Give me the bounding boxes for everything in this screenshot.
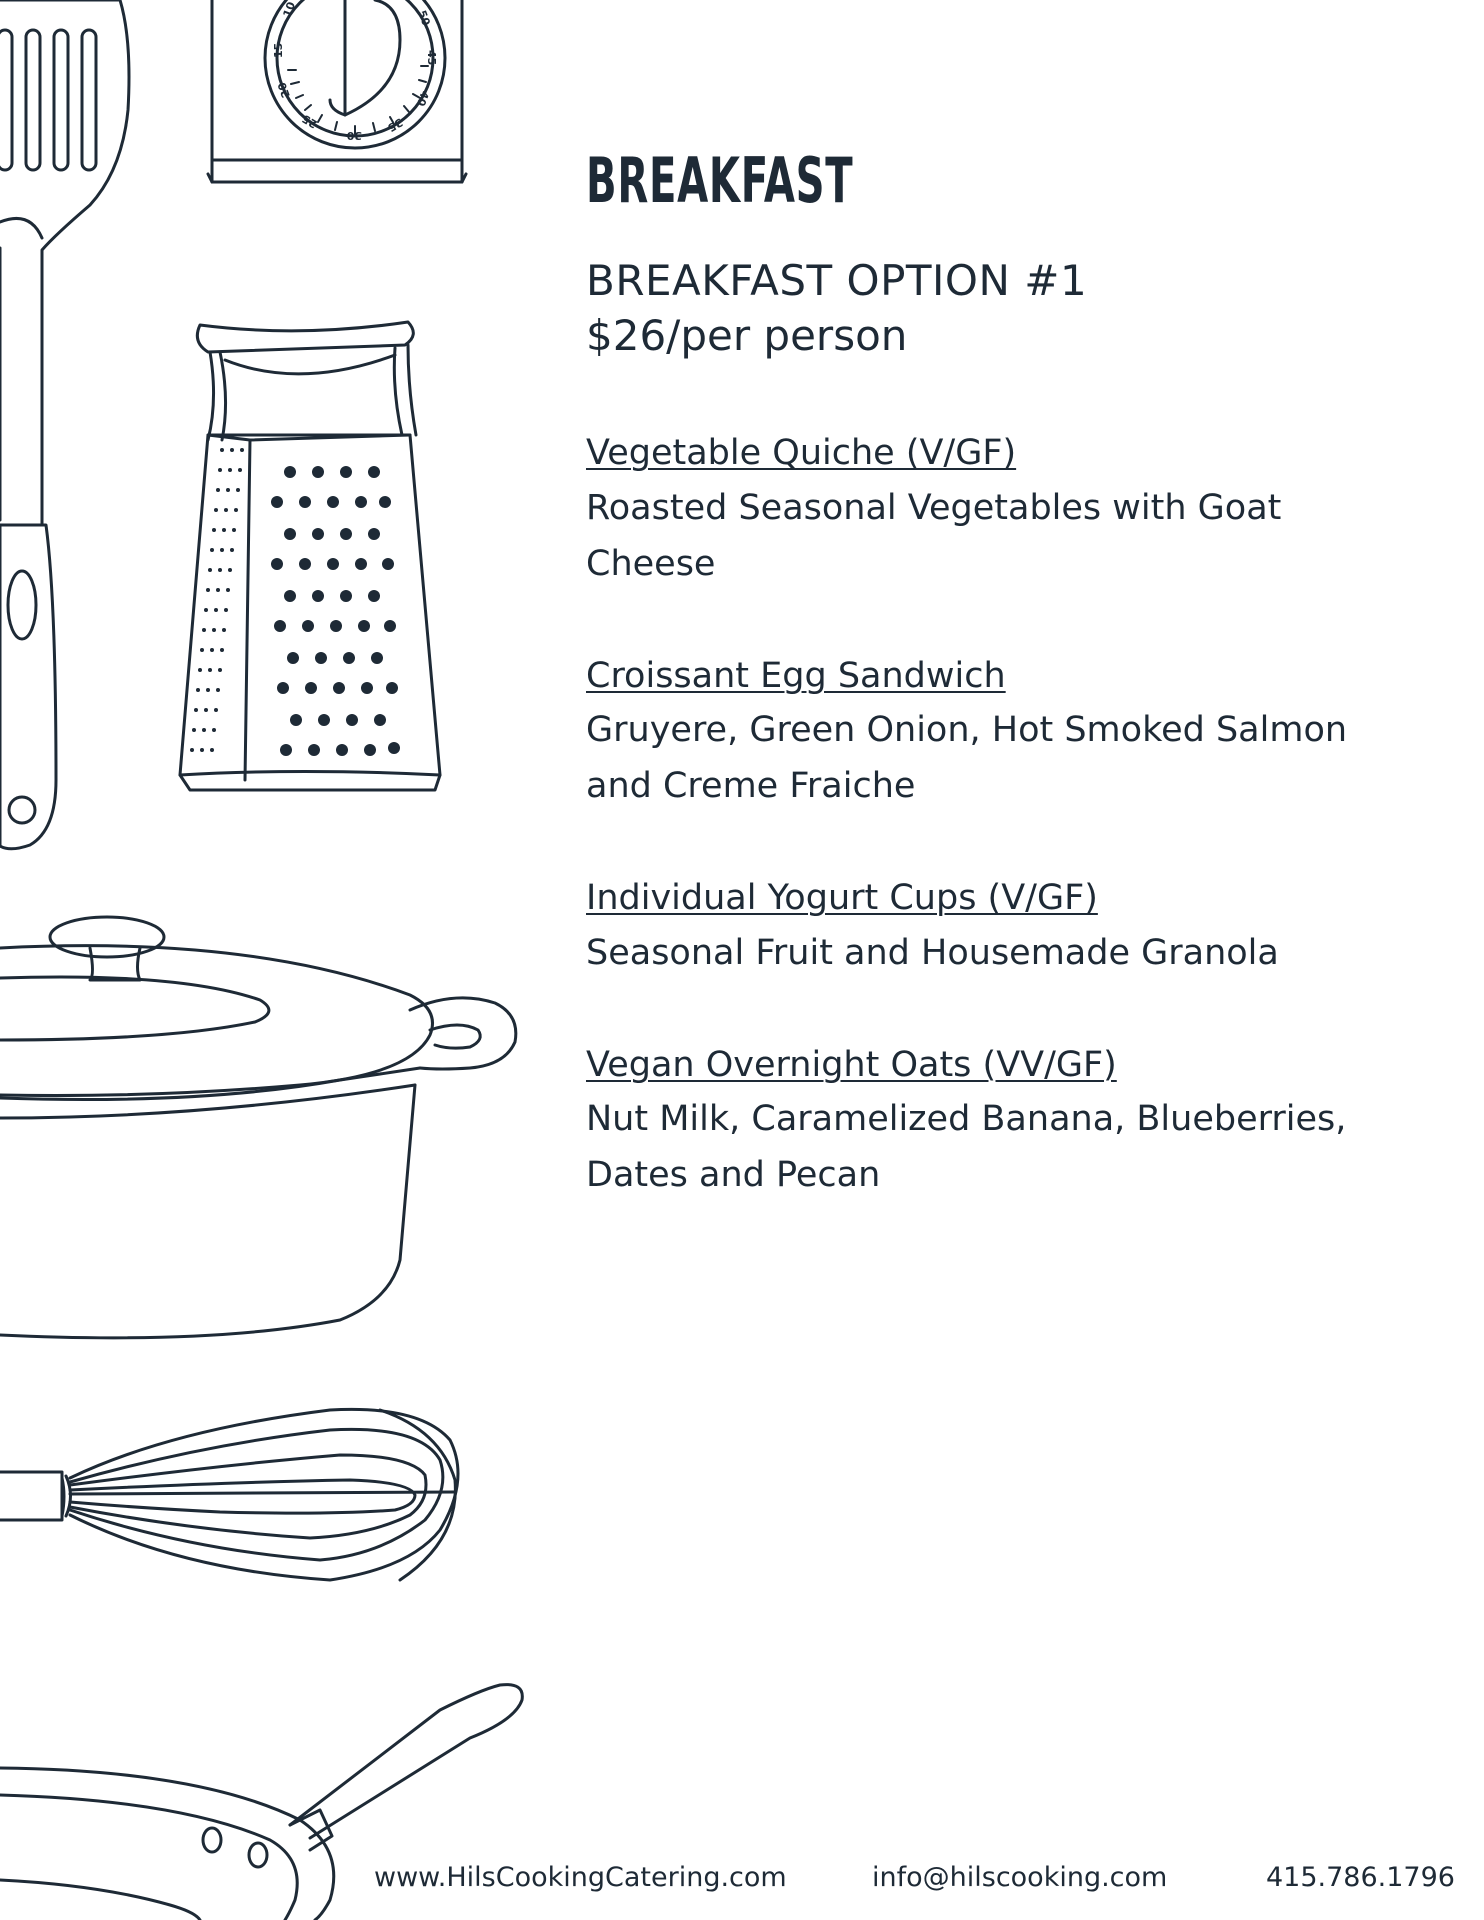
kitchen-timer-icon <box>208 0 466 182</box>
timer-number: 40 <box>413 88 432 108</box>
timer-number: 15 <box>272 42 285 58</box>
timer-number: 35 <box>385 115 405 135</box>
menu-item <box>586 1039 1386 1204</box>
grater-holes <box>271 466 400 756</box>
menu-item-name: Vegan Overnight Oats (VV/GF) <box>586 1044 1117 1085</box>
spatula-icon <box>0 0 129 849</box>
option-price: $26/per person <box>586 310 908 360</box>
timer-numbers <box>272 0 438 142</box>
whisk-icon <box>0 1409 458 1580</box>
timer-number: 45 <box>425 50 438 66</box>
menu-item-name: Individual Yogurt Cups (V/GF) <box>586 878 1098 919</box>
cheese-grater-icon <box>180 322 440 790</box>
footer-email-link[interactable]: info@hilscooking.com <box>872 1862 1168 1893</box>
timer-number: 25 <box>299 111 320 131</box>
timer-number: 30 <box>346 129 362 142</box>
timer-number: 10 <box>280 0 299 20</box>
dutch-oven-pot-icon <box>0 917 516 1338</box>
timer-number: 50 <box>415 8 433 28</box>
option-name: BREAKFAST OPTION #1 <box>586 256 1088 305</box>
menu-item-name: Vegetable Quiche (V/GF) <box>586 433 1017 474</box>
timer-number: 20 <box>275 80 293 100</box>
menu-item-description: Roasted Seasonal Vegetables with Goat Cheese <box>586 487 1282 584</box>
menu-item-description: Seasonal Fruit and Housemade Granola <box>586 932 1279 973</box>
section-title: BREAKFAST <box>586 144 854 217</box>
menu-item <box>586 872 1386 981</box>
footer-phone: 415.786.1796 <box>1266 1862 1455 1893</box>
menu-content <box>586 144 1386 1261</box>
menu-item-description: Nut Milk, Caramelized Banana, Blueberries, Dates and Pecan <box>586 1099 1347 1196</box>
footer <box>0 1862 1484 1902</box>
menu-item <box>586 427 1386 592</box>
menu-item-name: Croissant Egg Sandwich <box>586 655 1006 696</box>
menu-item-description: Gruyere, Green Onion, Hot Smoked Salmon and Creme Fraiche <box>586 710 1348 807</box>
footer-website-link[interactable]: www.HilsCookingCatering.com <box>374 1862 787 1893</box>
menu-item <box>586 650 1386 815</box>
